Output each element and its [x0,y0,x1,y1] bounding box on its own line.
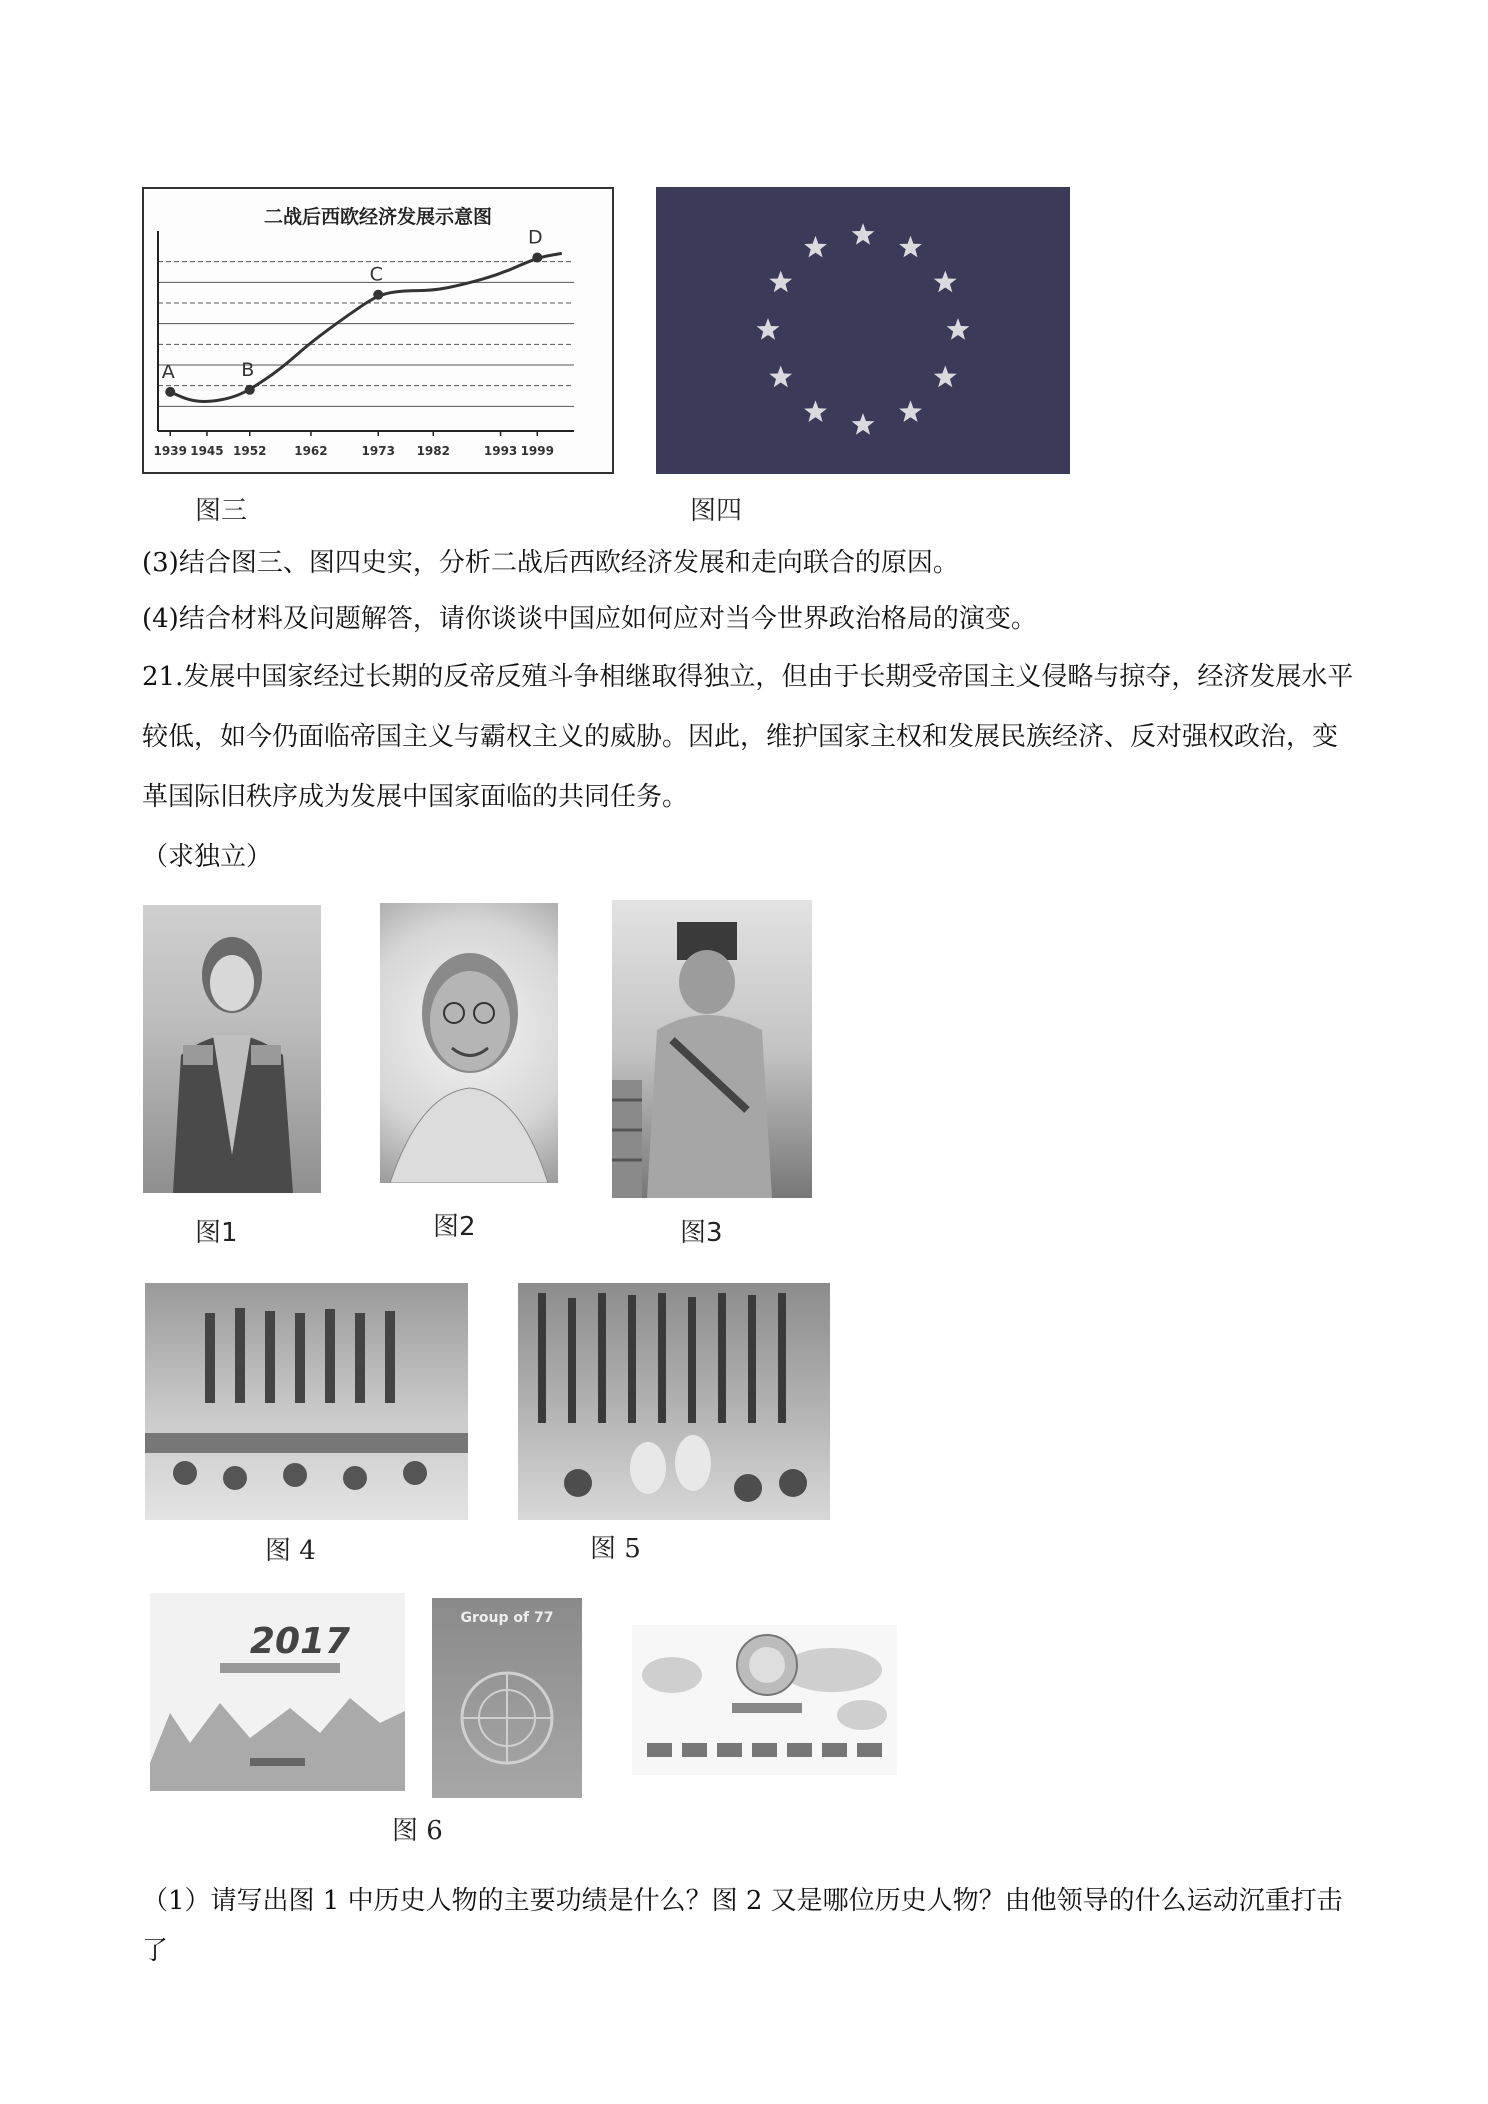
non-aligned-conference-photo [518,1283,830,1520]
question-4: (4)结合材料及问题解答，请你谈谈中国应如何应对当今世界政治格局的演变。 [142,604,1037,634]
chart-title: 二战后西欧经济发展示意图 [263,206,493,228]
fig4-caption: 图 4 [265,1536,316,1566]
flag-star [804,400,827,422]
eu-flag-image [656,187,1070,474]
portrait-bolivar-photo [143,905,321,1193]
flag-stars [656,187,1070,474]
flag-star [899,400,922,422]
x-tick-label: 1945 [190,444,224,458]
fig1-caption: 图1 [195,1218,238,1248]
x-tick-label: 1962 [294,444,328,458]
x-tick-label: 1993 [483,444,518,458]
question-3: (3)结合图三、图四史实，分析二战后西欧经济发展和走向联合的原因。 [142,548,959,578]
flag-star [947,318,970,340]
data-point-d [532,253,542,263]
data-point-b [245,385,255,395]
flag-star [852,413,875,435]
x-tick-label: 1952 [233,444,267,458]
figure3-chart-frame [142,187,614,474]
point-label-c: C [369,263,383,286]
flag-star [899,236,922,258]
portrait-ataturk-photo [612,900,812,1198]
economy-line-chart [144,189,612,472]
question-21-line2: 较低，如今仍面临帝国主义与霸权主义的威胁。因此，维护国家主权和发展民族经济、反对强权政治，变 [142,722,1339,752]
group-of-77-cover [432,1598,582,1798]
brics-summit-poster [150,1593,405,1791]
series-line [170,253,562,401]
point-label-d: D [527,226,543,249]
flag-star [757,318,780,340]
figure4-caption: 图四 [690,496,743,526]
cover-title-text: Group of 77 [460,1610,554,1626]
portrait-gandhi-photo [380,903,558,1183]
fig3-caption: 图3 [680,1218,723,1248]
flag-star [769,366,792,388]
flag-star [852,223,875,245]
flag-star [769,271,792,293]
x-tick-label: 1982 [416,444,450,458]
question-21-line3: 革国际旧秩序成为发展中国家面临的共同任务。 [142,782,689,812]
section-heading: （求独立） [142,842,273,872]
x-tick-label: 1999 [520,444,554,458]
flag-star [804,236,827,258]
fig5-caption: 图 5 [590,1534,641,1564]
fig6-caption: 图 6 [392,1816,443,1846]
data-point-a [165,387,175,397]
bandung-conference-photo [145,1283,468,1520]
sco-summit-banner [632,1625,897,1775]
fig2-caption: 图2 [433,1212,476,1242]
x-tick-label: 1973 [361,444,395,458]
figure3-caption: 图三 [195,496,248,526]
point-label-a: A [161,360,175,383]
flag-star [934,271,957,293]
question-21-line1: 21.发展中国家经过长期的反帝反殖斗争相继取得独立，但由于长期受帝国主义侵略与掠夺，经济发展水平 [142,662,1354,692]
sub-question-1: （1）请写出图 1 中历史人物的主要功绩是什么？图 2 又是哪位历史人物？由他领导的什么运动沉重打击了 [142,1886,1343,1966]
poster-year-text: 2017 [249,1621,351,1662]
data-point-c [373,290,383,300]
flag-star [934,366,957,388]
x-tick-label: 1939 [153,444,187,458]
point-label-b: B [241,358,255,381]
